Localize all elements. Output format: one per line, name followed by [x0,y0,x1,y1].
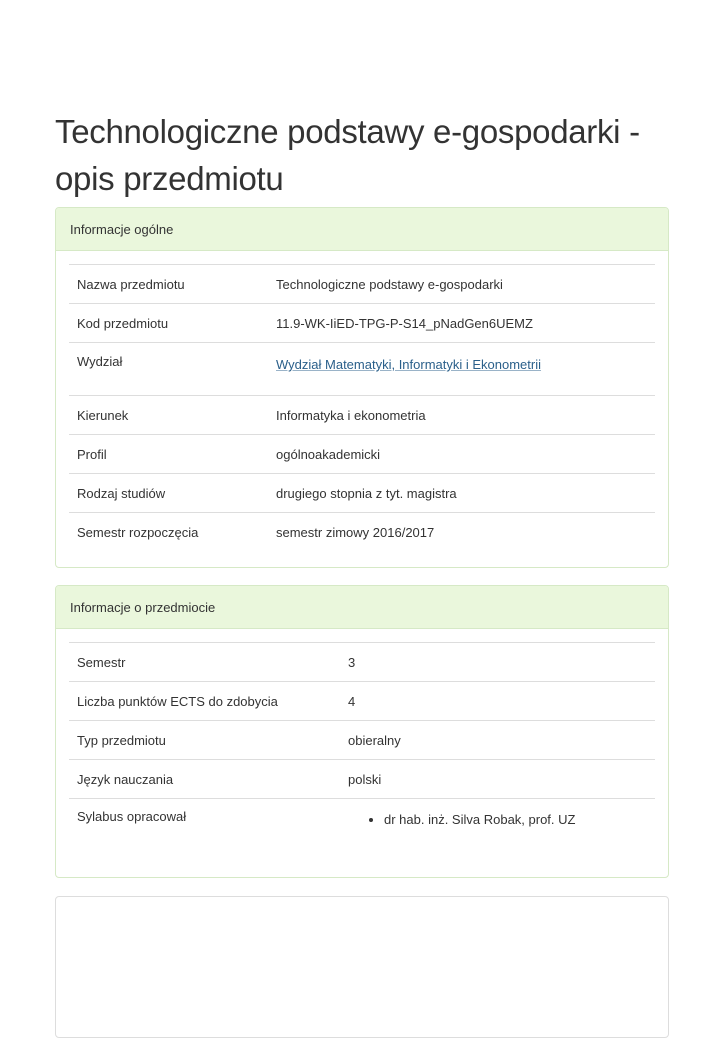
row-label: Język nauczania [69,760,340,799]
row-label: Kod przedmiotu [69,304,268,343]
row-value [340,799,655,863]
row-label: Semestr rozpoczęcia [69,513,268,552]
table-row [69,682,655,721]
table-row [69,265,655,304]
general-info-panel [55,207,669,568]
table-row [69,643,655,682]
row-label: Profil [69,435,268,474]
row-value [268,343,655,396]
row-label: Wydział [69,343,268,396]
row-value: drugiego stopnia z tyt. magistra [268,474,655,513]
table-row [69,343,655,396]
row-value: 4 [340,682,655,721]
page-title: Technologiczne podstawy e-gospodarki - opis przedmiotu [55,113,640,197]
row-label: Nazwa przedmiotu [69,265,268,304]
row-value: 3 [340,643,655,682]
general-info-table [69,264,655,551]
table-row [69,721,655,760]
subject-info-heading: Informacje o przedmiocie [56,586,668,629]
table-row [69,304,655,343]
table-row [69,760,655,799]
subject-info-panel [55,585,669,878]
row-value: obieralny [340,721,655,760]
general-info-heading: Informacje ogólne [56,208,668,251]
table-row [69,474,655,513]
row-value: Technologiczne podstawy e-gospodarki [268,265,655,304]
row-label: Semestr [69,643,340,682]
row-label: Rodzaj studiów [69,474,268,513]
row-value: ogólnoakademicki [268,435,655,474]
faculty-link[interactable]: Wydział Matematyki, Informatyki i Ekonometrii [276,357,542,372]
table-row [69,435,655,474]
author-list [348,812,647,827]
next-panel [55,896,669,1038]
table-row [69,513,655,552]
list-item: • dr hab. inż. Silva Robak, prof. UZ [384,812,647,827]
row-label: Sylabus opracował [69,799,340,863]
table-row [69,396,655,435]
row-value: polski [340,760,655,799]
table-row [69,799,655,863]
row-value: semestr zimowy 2016/2017 [268,513,655,552]
row-label: Typ przedmiotu [69,721,340,760]
row-label: Liczba punktów ECTS do zdobycia [69,682,340,721]
subject-info-table [69,642,655,862]
row-value: 11.9-WK-IiED-TPG-P-S14_pNadGen6UEMZ [268,304,655,343]
row-label: Kierunek [69,396,268,435]
row-value: Informatyka i ekonometria [268,396,655,435]
